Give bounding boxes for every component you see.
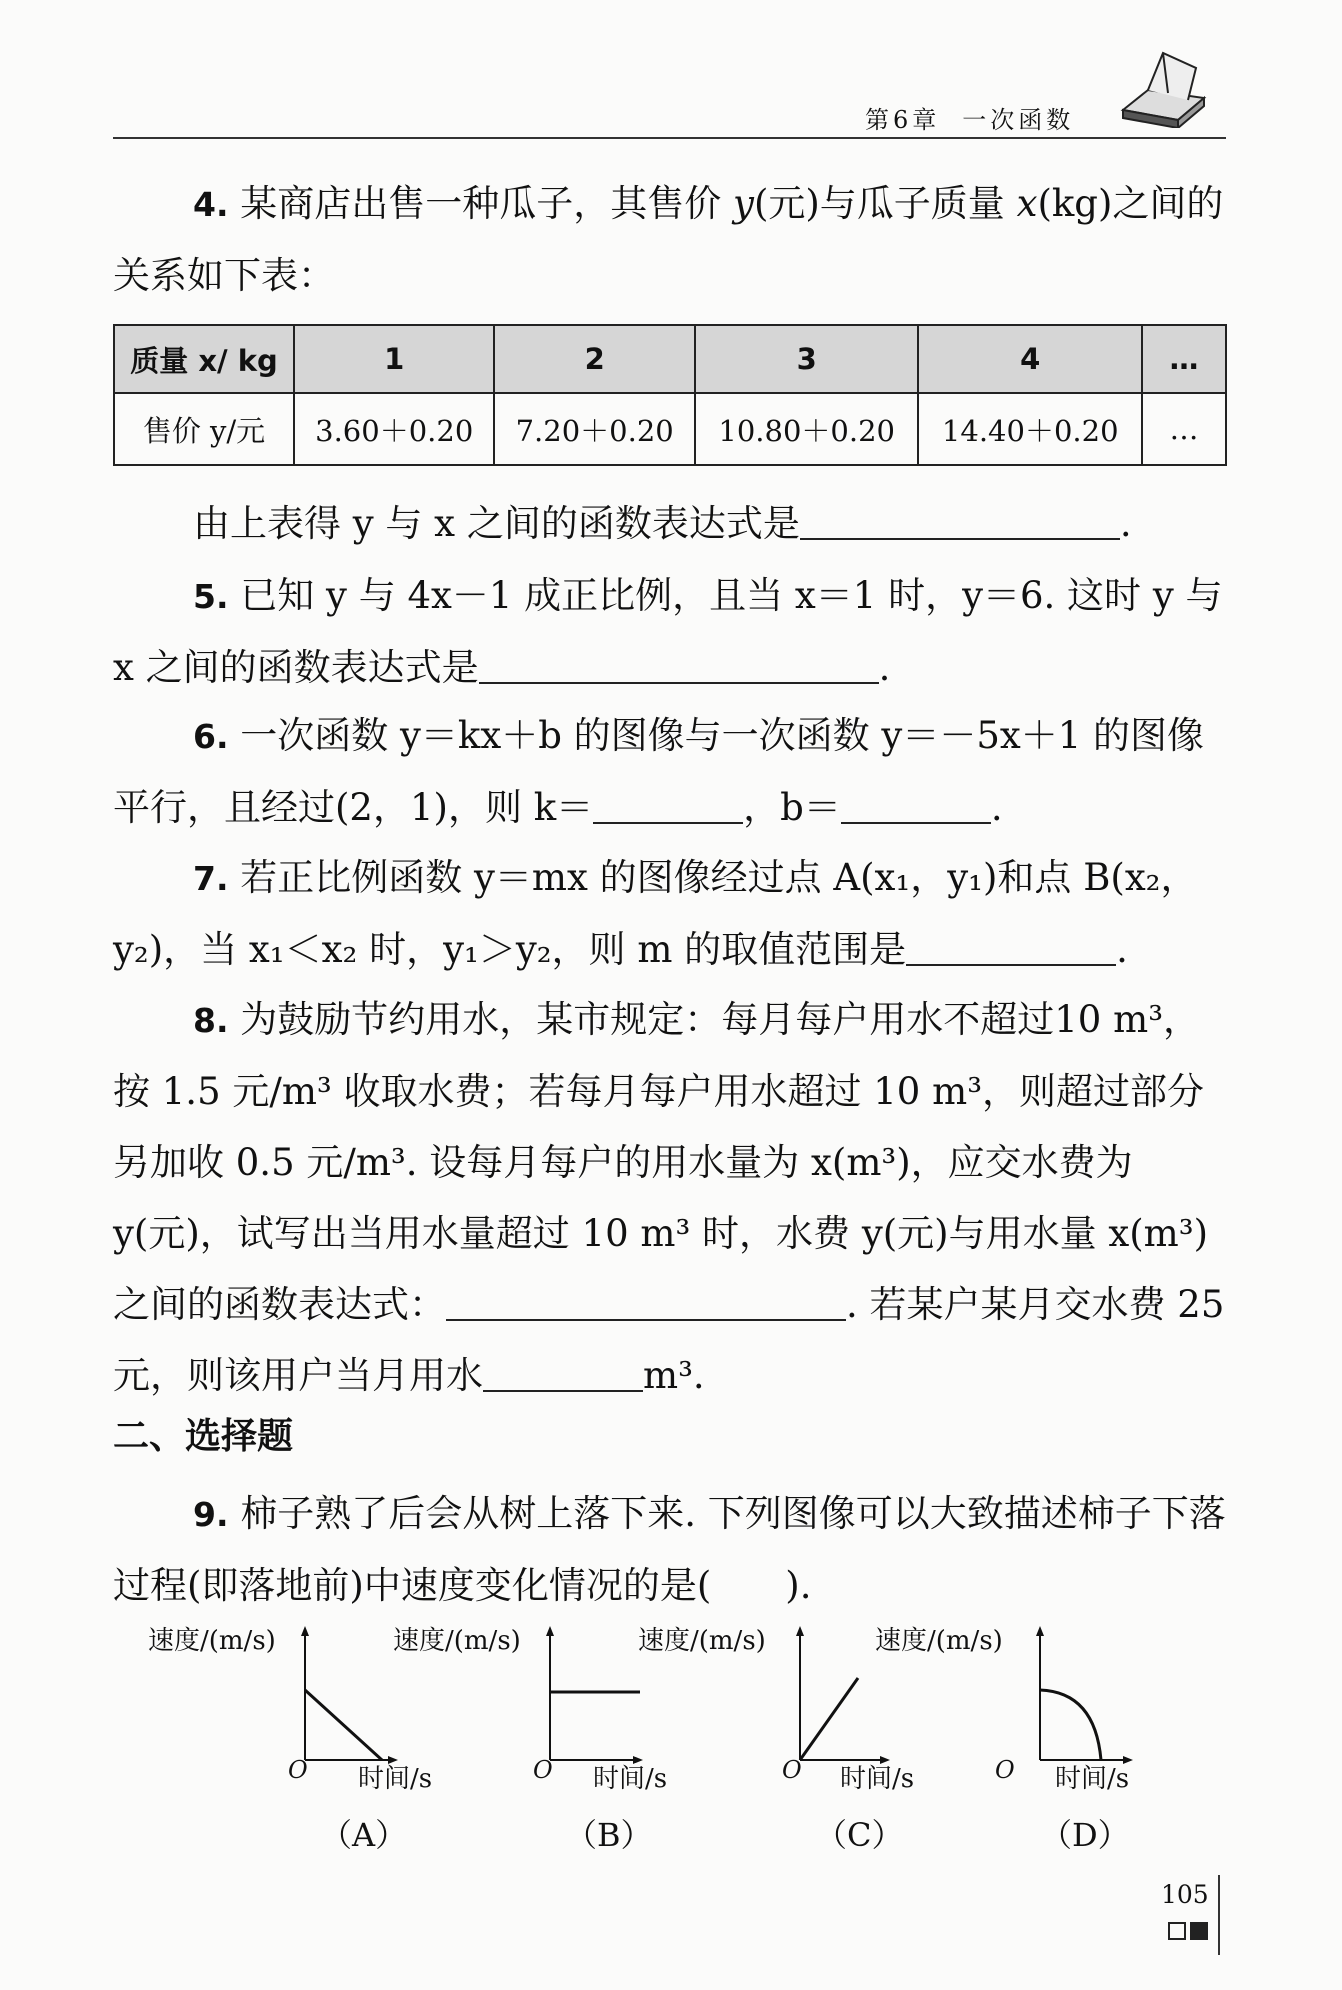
speed-curve <box>305 1690 382 1760</box>
answer-graphs <box>140 1620 1240 1854</box>
price-table <box>113 324 1227 466</box>
graph-option-d[interactable] <box>875 1620 1135 1854</box>
answer-blank-expression[interactable] <box>446 1289 846 1321</box>
chapter-title: 一次函数 <box>962 106 1075 134</box>
q6-text-part2: ，b＝ <box>743 786 841 829</box>
graph-option-c[interactable] <box>630 1620 915 1854</box>
question-4 <box>113 168 1228 311</box>
question-9 <box>113 1478 1228 1621</box>
table-header-cell: 2 <box>494 325 694 393</box>
graph-option-a[interactable] <box>140 1620 433 1854</box>
chapter-number: 第6章 <box>865 106 941 134</box>
answer-blank-k[interactable] <box>593 792 743 824</box>
q4-answer-prompt: 由上表得 y 与 x 之间的函数表达式是 <box>193 502 800 545</box>
x-axis-label: 时间/s <box>1055 1764 1130 1794</box>
question-number: 6. <box>193 717 229 756</box>
var-y: y <box>733 182 754 225</box>
table-cell: … <box>1142 393 1226 465</box>
speed-curve <box>1040 1690 1101 1760</box>
q4-text-part2: (元)与瓜子质量 <box>753 182 1017 225</box>
answer-blank[interactable] <box>906 934 1116 966</box>
question-5: 5. 已知 y 与 4x－1 成正比例，且当 x＝1 时，y＝6. 这时 y 与 x 之间的函数表达式是 . <box>113 574 1223 689</box>
table-header-cell: 1 <box>294 325 494 393</box>
origin-label: O <box>533 1756 553 1784</box>
y-axis-label: 速度/(m/s) <box>393 1626 521 1656</box>
filled-square-icon <box>1190 1922 1208 1940</box>
origin-label: O <box>995 1756 1015 1784</box>
q5-text: 已知 y 与 4x－1 成正比例，且当 x＝1 时，y＝6. 这时 y 与 x 之间的函数表达式是 <box>113 574 1223 689</box>
option-label: （C） <box>815 1816 904 1854</box>
origin-label: O <box>288 1756 308 1784</box>
y-axis-label: 速度/(m/s) <box>638 1626 766 1656</box>
answer-blank-b[interactable] <box>841 792 991 824</box>
table-cell: 售价 y/元 <box>114 393 294 465</box>
option-label: （A） <box>320 1816 408 1854</box>
answer-blank-volume[interactable] <box>483 1360 643 1392</box>
question-6: 6. 一次函数 y＝kx＋b 的图像与一次函数 y＝－5x＋1 的图像平行，且经过(2，1)，则 k＝ ，b＝ . <box>113 714 1205 829</box>
origin-label: O <box>782 1756 802 1784</box>
q4-answer-line: 由上表得 y 与 x 之间的函数表达式是 . <box>193 502 1132 545</box>
page-margin-rule <box>1218 1875 1220 1955</box>
header-rule <box>113 137 1226 139</box>
q7-text: 若正比例函数 y＝mx 的图像经过点 A(x₁，y₁)和点 B(x₂，y₂)，当 x₁＜x₂ 时，y₁＞y₂，则 m 的取值范围是 <box>113 856 1198 971</box>
table-header-cell: 4 <box>918 325 1142 393</box>
option-label: （B） <box>565 1816 653 1854</box>
table-cell: 14.40＋0.20 <box>918 393 1142 465</box>
q4-text-part3: (kg)之间的关系如下表： <box>113 182 1224 297</box>
y-axis-label: 速度/(m/s) <box>875 1626 1003 1656</box>
table-cell: 10.80＋0.20 <box>695 393 919 465</box>
q8-text-part2: . 若某户某月交水费 25 元，则该用户当月用水 <box>113 1283 1225 1397</box>
x-axis-label: 时间/s <box>593 1764 668 1794</box>
table-header-cell: 3 <box>695 325 919 393</box>
q8-text-part3: m³. <box>643 1354 705 1397</box>
q6-text-part1: 一次函数 y＝kx＋b 的图像与一次函数 y＝－5x＋1 的图像平行，且经过(2，1)，则 k＝ <box>113 714 1205 829</box>
graph-b-plot <box>385 1620 645 1780</box>
table-row <box>114 393 1226 465</box>
page-number: 105 <box>1161 1880 1209 1909</box>
table-header-cell: … <box>1142 325 1226 393</box>
question-8 <box>113 984 1228 1411</box>
empty-square-icon <box>1168 1922 1186 1940</box>
graph-option-b[interactable] <box>385 1620 668 1854</box>
table-header-cell: 质量 x/ kg <box>114 325 294 393</box>
x-axis-label: 时间/s <box>840 1764 915 1794</box>
q9-text: 柿子熟了后会从树上落下来. 下列图像可以大致描述柿子下落过程(即落地前)中速度变化情况的是( ). <box>113 1492 1226 1607</box>
question-number: 4. <box>193 185 229 224</box>
table-cell: 7.20＋0.20 <box>494 393 694 465</box>
graph-c-plot <box>630 1620 890 1780</box>
x-axis-label: 时间/s <box>358 1764 433 1794</box>
answer-blank[interactable] <box>800 508 1120 540</box>
question-number: 7. <box>193 859 229 898</box>
question-7: 7. 若正比例函数 y＝mx 的图像经过点 A(x₁，y₁)和点 B(x₂，y₂)，当 x₁＜x₂ 时，y₁＞y₂，则 m 的取值范围是 . <box>113 856 1198 971</box>
book-icon <box>1118 48 1208 128</box>
answer-blank[interactable] <box>479 652 879 684</box>
question-number: 9. <box>193 1495 229 1534</box>
table-cell: 3.60＋0.20 <box>294 393 494 465</box>
q8-text-part1: 为鼓励节约用水，某市规定：每月每户用水不超过10 m³，按 1.5 元/m³ 收取水费；若每月每户用水超过 10 m³，则超过部分另加收 0.5 元/m³. 设每月每户的用水量为 x(m³)，应交水费为y(元)，试写出当用水量超过 10 m³ 时，水费 y(元)与用水量 x(m³)之间的函数表达式： <box>113 998 1209 1326</box>
q4-text-part1: 某商店出售一种瓜子，其售价 <box>240 182 734 225</box>
y-axis-label: 速度/(m/s) <box>148 1626 276 1656</box>
graph-a-plot <box>140 1620 400 1780</box>
question-number: 8. <box>193 1001 229 1040</box>
question-number: 5. <box>193 577 229 616</box>
section-heading: 二、选择题 <box>113 1416 294 1457</box>
chapter-header <box>865 100 1096 135</box>
table-header-row <box>114 325 1226 393</box>
var-x: x <box>1016 182 1038 225</box>
speed-curve <box>800 1678 858 1760</box>
option-label: （D） <box>1040 1816 1130 1854</box>
